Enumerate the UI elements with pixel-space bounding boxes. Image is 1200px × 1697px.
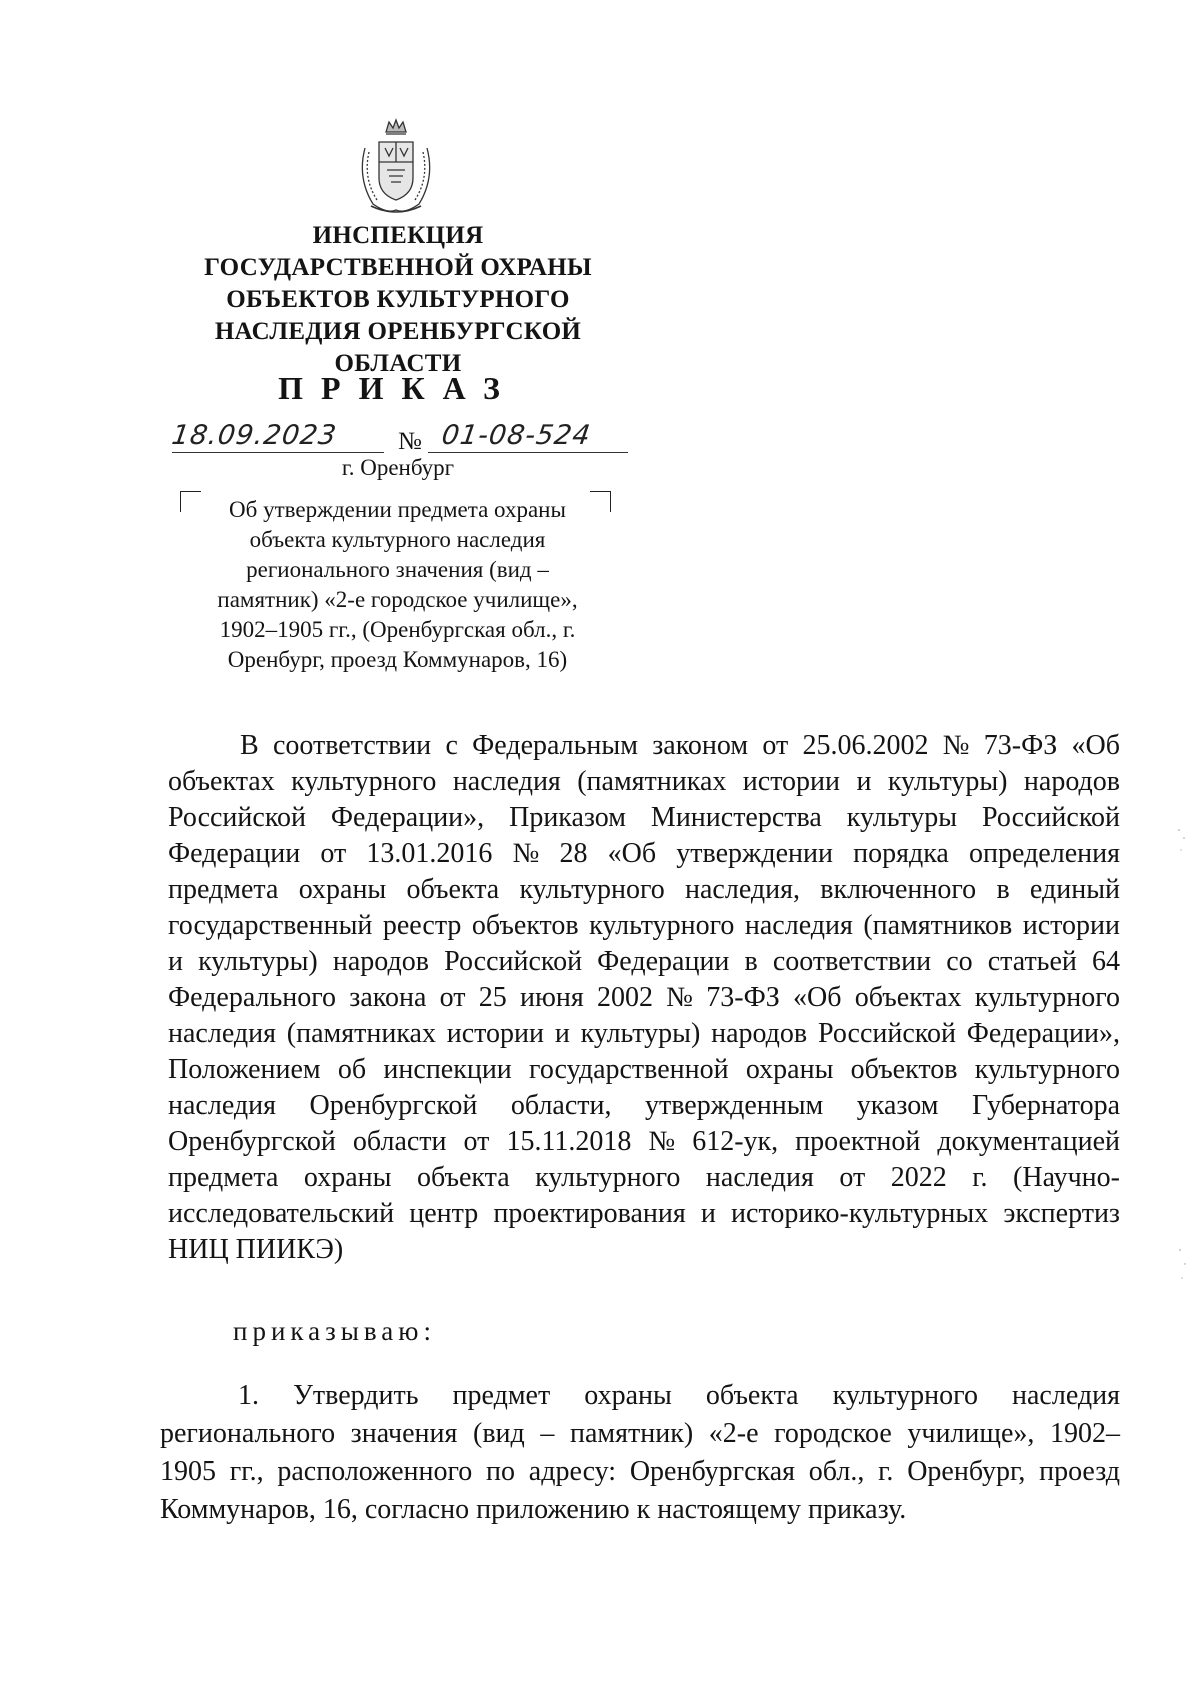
preamble-line: предмета охраны объекта культурного наследия, включенного в единый [168, 874, 1120, 905]
item-line: регионального значения (вид – памятник) «2-е городское училище», 1902– [160, 1418, 1120, 1449]
org-line: ИНСПЕКЦИЯ [312, 222, 484, 249]
preamble-line: наследия Оренбургской области, утвержденным указом Губернатора [168, 1090, 1120, 1121]
date-number-line [169, 420, 640, 460]
preamble-line: объектах культурного наследия (памятниках истории и культуры) народов [168, 766, 1120, 797]
preamble-line: Федерального закона от 25 июня 2002 № 73-ФЗ «Об объектах культурного [168, 982, 1120, 1013]
org-line: ОБЛАСТИ [334, 350, 462, 377]
subject-line: Об утверждении предмета охраны [229, 497, 566, 522]
preamble-line: Оренбургской области от 15.11.2018 № 612-ук, проектной документацией [168, 1126, 1120, 1157]
preamble-line: В соответствии с Федеральным законом от 25.06.2002 № 73-ФЗ «Об [240, 730, 1120, 761]
document-title: ПРИКАЗ [278, 370, 518, 406]
subject-line: регионального значения (вид – [246, 557, 549, 582]
item-line: 1. Утвердить предмет охраны объекта культурного наследия [238, 1380, 1120, 1411]
preamble-line: НИЦ ПИИКЭ) [168, 1234, 344, 1265]
document-subject [195, 495, 600, 675]
item-line: 1905 гг., расположенного по адресу: Оренбургская обл., г. Оренбург, проезд [160, 1456, 1120, 1487]
document-date: 18.09.2023 [169, 420, 339, 451]
order-word: приказываю: [233, 1316, 436, 1346]
date-underline [172, 452, 384, 453]
preamble-line: Российской Федерации», Приказом Министерства культуры Российской [168, 802, 1120, 833]
document-city: г. Оренбург [341, 455, 455, 480]
coat-of-arms-emblem [353, 118, 439, 218]
preamble-line: наследия (памятниках истории и культуры) народов Российской Федерации», [168, 1018, 1120, 1049]
number-underline [428, 452, 628, 453]
subject-line: памятник) «2-е городское училище», [217, 587, 578, 612]
preamble-line: предмета охраны объекта культурного наследия от 2022 г. (Научно- [168, 1162, 1120, 1193]
document-number: 01-08-524 [439, 420, 593, 451]
org-line: ГОСУДАРСТВЕННОЙ ОХРАНЫ [204, 254, 592, 281]
preamble-line: государственный реестр объектов культурного наследия (памятников истории [168, 910, 1120, 941]
item-line: Коммунаров, 16, согласно приложению к настоящему приказу. [160, 1494, 907, 1525]
preamble-line: и культуры) народов Российской Федерации в соответствии со статьей 64 [168, 946, 1120, 977]
org-line: ОБЪЕКТОВ КУЛЬТУРНОГО [226, 286, 570, 313]
org-line: НАСЛЕДИЯ ОРЕНБУРГСКОЙ [214, 318, 582, 345]
scan-specks [1175, 820, 1195, 1320]
subject-line: Оренбург, проезд Коммунаров, 16) [227, 647, 568, 672]
preamble-line: исследовательский центр проектирования и историко-культурных экспертиз [168, 1198, 1120, 1229]
preamble-line: Федерации от 13.01.2016 № 28 «Об утверждении порядка определения [168, 838, 1120, 869]
number-sign: № [398, 428, 422, 455]
organization-name [188, 220, 608, 380]
subject-line: объекта культурного наследия [249, 527, 546, 552]
subject-line: 1902–1905 гг., (Оренбургская обл., г. [219, 617, 576, 642]
preamble-line: Положением об инспекции государственной охраны объектов культурного [168, 1054, 1120, 1085]
